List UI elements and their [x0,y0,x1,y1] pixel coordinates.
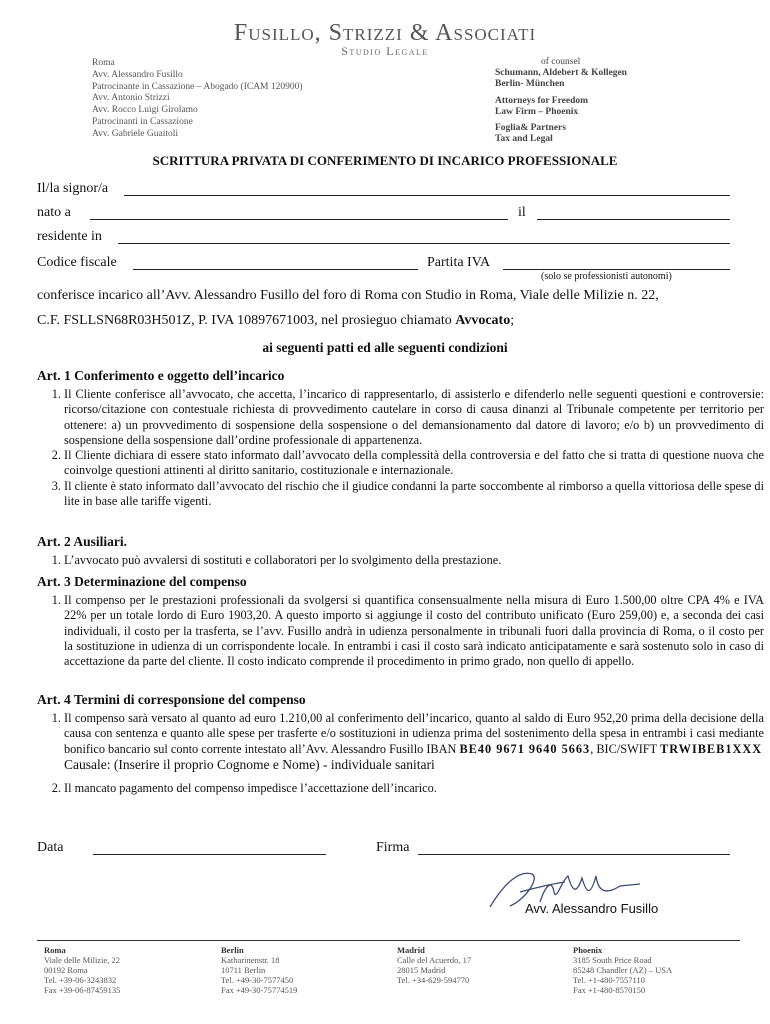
office-berlin [221,945,297,995]
counsel-location: Tax and Legal [495,134,553,145]
lawyers-line: Avv. Antonio Strizzi [92,93,170,104]
article-2-title: Art. 2 Ausiliari. [37,534,127,549]
of-counsel-list [495,57,627,145]
lawyers-line: Patrocinanti in Cassazione [92,116,193,127]
intro-line-2 [37,313,737,329]
of-counsel-label: of counsel [541,57,581,67]
partita-iva-field[interactable] [503,269,730,270]
office-line: Fax +39-06-87459135 [44,985,121,995]
signatory-name: Avv. Alessandro Fusillo [525,901,659,916]
lawyers-line: Roma [92,58,115,68]
lawyers-line: Avv. Rocco Luigi Girolamo [92,105,198,116]
office-line: 3185 South Price Road [573,955,652,965]
firma-label: Firma [376,840,410,855]
iban-value: BE40 9671 9640 5663 [459,741,591,756]
office-line: Tel. +34-629-594770 [397,975,470,985]
office-line: Calle del Acuerdo, 17 [397,955,472,965]
article-1-title: Art. 1 Conferimento e oggetto dell’incarico [37,368,285,383]
lawyers-line: Avv. Gabriele Guaitoli [92,128,179,139]
nato-label: nato a [37,205,71,220]
office-madrid [397,945,471,985]
article-2-clauses [37,553,764,568]
clause: 2. Il Cliente dichiara di essere stato informato dall’avvocato della complessità della controversia e del fatto che si tratta di questione nuova che coinvolge questioni attinenti al diritto sanitario, costituzionale e internazionale. [64,448,764,479]
codice-fiscale-field[interactable] [133,269,418,270]
partita-iva-note: (solo se professionisti autonomi) [541,271,672,282]
intro-line-1: conferisce incarico all’Avv. Alessandro Fusillo del foro di Roma con Studio in Roma, Viale delle Milizie n. 22, [37,288,659,303]
office-line: 10711 Berlin [221,965,266,975]
codice-fiscale-label: Codice fiscale [37,255,117,270]
clause [64,711,764,781]
counsel-firm: Attorneys for Freedom [495,95,589,106]
firm-subtitle: Studio Legale [341,44,429,58]
office-city: Phoenix [573,945,603,955]
bic-value: TRWIBEB1XXX [660,741,763,756]
firma-field[interactable] [418,854,730,855]
footer-divider [37,940,740,941]
clause: 3. Il cliente è stato informato dall’avvocato del rischio che il giudice condanni la parte soccombente al rimborso a quella vittoriosa delle spese di lite in base alle tariffe vigenti. [64,479,764,510]
clause-text: Il compenso sarà versato al quanto ad euro 1.210,00 al conferimento dell’incarico, quanto al saldo di Euro 952,20 prima della decisione della causa con sentenza e quanto alle spese per trasferte e/o sostituzioni in udienza prima del sostenimento della spesa in entrambi i casi mediante bonifico bancario sul conto corrente intestato all’Avv. Alessandro Fusillo IBAN [64,711,764,756]
lawyers-line: Avv. Alessandro Fusillo [92,69,183,80]
article-3-title: Art. 3 Determinazione del compenso [37,574,247,589]
office-line: Tel. +1-480-7557110 [573,975,645,985]
nato-field[interactable] [90,219,508,220]
clause: 1. Il Cliente conferisce all’avvocato, che accetta, l’incarico di rappresentarlo, di assisterlo e difenderlo nelle seguenti questioni e controversie: ricorso/citazione con contestuale richiesta di provvedimento cautelare in corso di causa dinanzi al Tribunale competente per territorio per ottenere: a) un provvedimento di sospensione della sospensione o del demansionamento dal datore di lavoro; e/o b) un provvedimento di sospensione della sospensione dall’ordine professionale di appartenenza. [64,387,764,448]
article-3-clauses [37,593,764,669]
counsel-firm: Schumann, Aldebert & Kollegen [495,68,627,79]
intro-line-2-text: C.F. FSLLSN68R03H501Z, P. IVA 10897671003, nel prosieguo chiamato [37,313,456,328]
document-title: SCRITTURA PRIVATA DI CONFERIMENTO DI INCARICO PROFESSIONALE [152,153,618,168]
clause: 2. Il mancato pagamento del compenso impedisce l’accettazione dell’incarico. [64,781,764,796]
counsel-firm: Foglia& Partners [495,123,566,134]
clause: 1. L’avvocato può avvalersi di sostituti e collaboratori per lo svolgimento della prestazione. [64,553,764,568]
residente-field[interactable] [118,243,730,244]
counsel-location: Berlin- München [495,79,565,90]
office-line: Katharinenstr. 18 [221,955,280,965]
intro-line-2-end: ; [510,313,515,328]
lawyers-list [92,58,303,141]
causale-text: Causale: (Inserire il proprio Cognome e Nome) - individuale sanitari [64,756,435,772]
partita-iva-label: Partita IVA [427,255,491,270]
clause: 1. Il compenso per le prestazioni professionali da svolgersi si quantifica consensualmente nella misura di Euro 1.500,00 oltre CPA 4% e IVA 22% per un totale lordo di Euro 1903,20. A questo importo si aggiunge il costo del contributo unificato (Euro 259,00) e, a seconda dei casi individuali, il costo per la trasferta, se l’avv. Fusillo andrà in udienza personalmente in tribunali fuori dalla provincia di Roma, o il costo per la sostituzione in udienza di un corrispondente locale. In entrambi i casi il costo sarà indicato anticipatamente e sarà sostenuto solo in caso di accettazione da parte del cliente. Il costo indicato comprende il procedimento in primo grado, non quello di appello. [64,593,764,669]
office-phoenix [573,945,672,995]
office-line: 28015 Madrid [397,965,446,975]
avvocato-term: Avvocato [455,313,511,328]
signor-field[interactable] [124,195,730,196]
bic-label: , BIC/SWIFT [590,741,657,756]
date-field[interactable] [93,854,326,855]
date-of-birth-field[interactable] [537,219,730,220]
firm-name: Fusillo, Strizzi & Associati [233,20,537,46]
lawyers-line: Patrocinante in Cassazione – Abogado (ICAM 120900) [92,81,303,92]
office-roma [44,945,120,995]
office-line: 00192 Roma [44,965,88,975]
office-line: Fax +1-480-8570150 [573,985,646,995]
article-4-clauses [37,711,764,796]
office-line: Tel. +49-30-7577450 [221,975,294,985]
office-city: Madrid [397,945,425,955]
office-line: Fax +49-30-75774519 [221,985,298,995]
office-line: Tel. +39-06-3243832 [44,975,117,985]
article-4-title: Art. 4 Termini di corresponsione del compenso [37,692,306,707]
counsel-location: Law Firm – Phoenix [495,106,579,117]
article-1-clauses [37,387,764,509]
il-label: il [518,205,526,220]
office-city: Roma [44,945,66,955]
data-label: Data [37,840,64,855]
office-line: 85248 Chandler (AZ) – USA [573,965,673,975]
residente-label: residente in [37,229,102,244]
signor-label: Il/la signor/a [37,181,109,196]
office-line: Viale delle Milizie, 22 [44,955,120,965]
conditions-heading: ai seguenti patti ed alle seguenti condizioni [262,340,508,355]
office-city: Berlin [221,945,244,955]
